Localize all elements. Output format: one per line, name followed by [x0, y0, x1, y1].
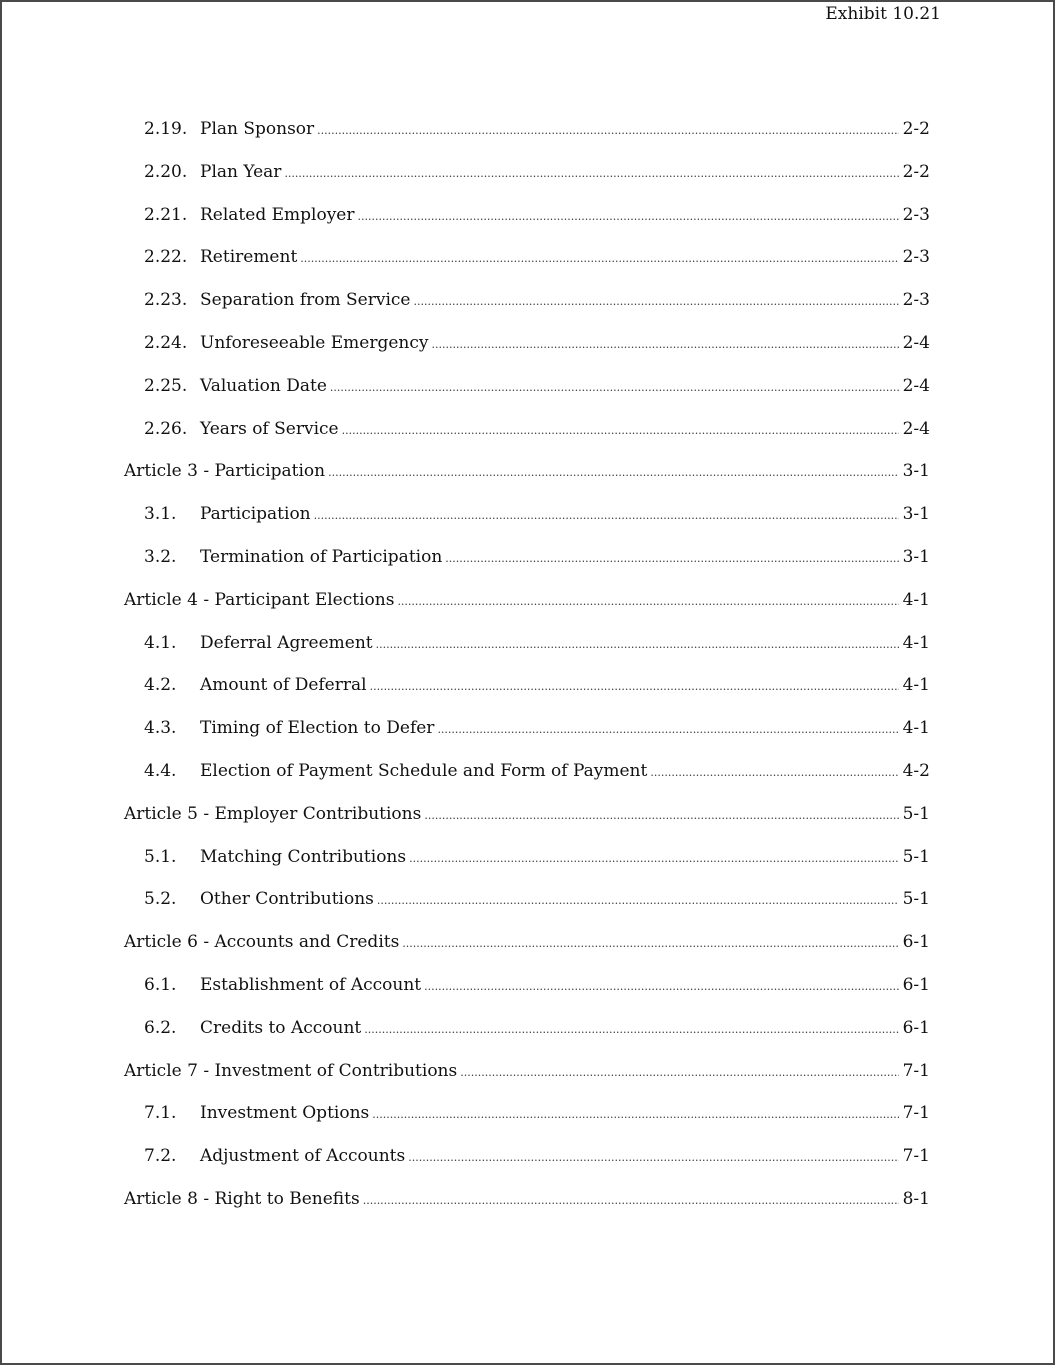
toc-entry-number: 2.24. [144, 332, 188, 353]
toc-section-entry[interactable] [124, 1007, 930, 1050]
toc-section-entry[interactable] [124, 365, 930, 408]
toc-section-entry[interactable] [124, 151, 930, 194]
toc-dot-leader [409, 838, 899, 881]
toc-dot-leader [408, 1137, 898, 1180]
toc-entry-page: 7-1 [902, 1103, 930, 1124]
toc-entry-page: 2-3 [902, 290, 930, 311]
toc-entry-page: 3-1 [902, 504, 930, 525]
toc-entry-title: Separation from Service [200, 290, 411, 311]
toc-article-entry[interactable] [124, 1178, 930, 1221]
table-of-contents [124, 108, 930, 1221]
toc-entry-number: 3.2. [144, 546, 177, 567]
toc-section-entry[interactable] [124, 664, 930, 707]
toc-dot-leader [437, 709, 898, 752]
toc-section-entry[interactable] [124, 408, 930, 451]
toc-section-entry[interactable] [124, 322, 930, 365]
toc-entry-title: Retirement [200, 247, 298, 268]
toc-section-entry[interactable] [124, 536, 930, 579]
toc-article-entry[interactable] [124, 450, 930, 493]
toc-dot-leader [330, 367, 899, 410]
toc-dot-leader [376, 624, 899, 667]
toc-section-entry[interactable] [124, 493, 930, 536]
toc-entry-page: 2-3 [902, 204, 930, 225]
toc-dot-leader [372, 1094, 898, 1137]
toc-entry-page: 6-1 [902, 1017, 930, 1038]
toc-section-entry[interactable] [124, 1092, 930, 1135]
toc-entry-title: Establishment of Account [200, 974, 422, 995]
toc-entry-title: Article 6 - Accounts and Credits [124, 932, 400, 953]
toc-dot-leader [650, 752, 898, 795]
toc-entry-page: 2-2 [902, 161, 930, 182]
toc-section-entry[interactable] [124, 622, 930, 665]
toc-entry-title: Timing of Election to Defer [200, 718, 435, 739]
toc-dot-leader [370, 666, 899, 709]
toc-entry-page: 4-1 [902, 718, 930, 739]
toc-section-entry[interactable] [124, 964, 930, 1007]
toc-entry-number: 3.1. [144, 504, 177, 525]
toc-entry-page: 2-3 [902, 247, 930, 268]
toc-entry-title: Years of Service [200, 418, 339, 439]
toc-dot-leader [284, 153, 898, 196]
toc-entry-number: 4.2. [144, 675, 177, 696]
toc-entry-page: 3-1 [902, 461, 930, 482]
toc-entry-page: 7-1 [902, 1060, 930, 1081]
toc-entry-number: 2.22. [144, 247, 188, 268]
toc-entry-number: 2.20. [144, 161, 188, 182]
toc-dot-leader [377, 880, 899, 923]
toc-entry-page: 7-1 [902, 1146, 930, 1167]
toc-entry-title: Unforeseeable Emergency [200, 332, 429, 353]
toc-dot-leader [424, 966, 899, 1009]
toc-dot-leader [432, 324, 899, 367]
toc-entry-number: 2.26. [144, 418, 188, 439]
exhibit-label: Exhibit 10.21 [825, 4, 941, 24]
toc-entry-title: Termination of Participation [200, 546, 443, 567]
toc-entry-page: 3-1 [902, 546, 930, 567]
toc-section-entry[interactable] [124, 194, 930, 237]
toc-dot-leader [300, 238, 898, 281]
toc-section-entry[interactable] [124, 836, 930, 879]
toc-section-entry[interactable] [124, 707, 930, 750]
toc-entry-number: 5.1. [144, 846, 177, 867]
toc-entry-title: Investment Options [200, 1103, 370, 1124]
toc-entry-title: Election of Payment Schedule and Form of Payment [200, 760, 648, 781]
toc-entry-page: 4-1 [902, 675, 930, 696]
toc-entry-number: 4.4. [144, 760, 177, 781]
toc-entry-number: 5.2. [144, 889, 177, 910]
toc-entry-page: 5-1 [902, 889, 930, 910]
toc-dot-leader [397, 581, 898, 624]
toc-entry-page: 6-1 [902, 974, 930, 995]
toc-entry-number: 6.1. [144, 974, 177, 995]
toc-entry-title: Related Employer [200, 204, 355, 225]
toc-entry-page: 4-2 [902, 760, 930, 781]
toc-entry-page: 4-1 [902, 632, 930, 653]
toc-article-entry[interactable] [124, 921, 930, 964]
toc-dot-leader [342, 410, 899, 453]
toc-entry-number: 7.1. [144, 1103, 177, 1124]
toc-section-entry[interactable] [124, 750, 930, 793]
toc-entry-number: 7.2. [144, 1146, 177, 1167]
toc-dot-leader [364, 1009, 898, 1052]
toc-entry-title: Valuation Date [200, 375, 327, 396]
toc-entry-title: Article 3 - Participation [124, 461, 326, 482]
toc-entry-title: Credits to Account [200, 1017, 362, 1038]
toc-entry-page: 2-4 [902, 418, 930, 439]
toc-dot-leader [402, 923, 898, 966]
toc-section-entry[interactable] [124, 236, 930, 279]
toc-entry-page: 2-4 [902, 332, 930, 353]
toc-article-entry[interactable] [124, 579, 930, 622]
toc-entry-number: 4.1. [144, 632, 177, 653]
toc-entry-title: Plan Sponsor [200, 119, 315, 139]
toc-entry-number: 2.25. [144, 375, 188, 396]
toc-entry-page: 6-1 [902, 932, 930, 953]
toc-entry-title: Article 7 - Investment of Contributions [124, 1060, 458, 1081]
toc-entry-title: Participation [200, 504, 311, 525]
toc-entry-title: Amount of Deferral [200, 675, 367, 696]
toc-entry-page: 8-1 [902, 1188, 930, 1209]
toc-entry-page: 2-2 [902, 119, 930, 139]
toc-dot-leader [314, 495, 899, 538]
toc-dot-leader [424, 795, 898, 838]
toc-dot-leader [358, 196, 899, 239]
toc-entry-title: Plan Year [200, 161, 282, 182]
toc-section-entry[interactable] [124, 1135, 930, 1178]
toc-entry-title: Article 4 - Participant Elections [124, 589, 395, 610]
toc-entry-number: 6.2. [144, 1017, 177, 1038]
toc-entry-page: 5-1 [902, 846, 930, 867]
toc-dot-leader [413, 281, 898, 324]
toc-entry-number: 2.19. [144, 119, 188, 139]
toc-dot-leader [317, 110, 898, 153]
toc-entry-page: 4-1 [902, 589, 930, 610]
toc-dot-leader [363, 1180, 899, 1223]
toc-article-entry[interactable] [124, 793, 930, 836]
toc-entry-title: Article 8 - Right to Benefits [124, 1188, 360, 1209]
toc-entry-title: Matching Contributions [200, 846, 407, 867]
toc-entry-number: 2.21. [144, 204, 188, 225]
toc-section-entry[interactable] [124, 279, 930, 322]
toc-entry-number: 2.23. [144, 290, 188, 311]
toc-entry-page: 2-4 [902, 375, 930, 396]
toc-entry-page: 5-1 [902, 803, 930, 824]
toc-section-entry[interactable] [124, 878, 930, 921]
toc-entry-title: Article 5 - Employer Contributions [124, 803, 422, 824]
toc-article-entry[interactable] [124, 1050, 930, 1093]
toc-section-entry[interactable] [124, 108, 930, 151]
toc-entry-title: Other Contributions [200, 889, 374, 910]
toc-entry-title: Deferral Agreement [200, 632, 373, 653]
toc-entry-title: Adjustment of Accounts [200, 1146, 406, 1167]
toc-dot-leader [460, 1052, 898, 1095]
toc-entry-number: 4.3. [144, 718, 177, 739]
toc-dot-leader [445, 538, 898, 581]
toc-dot-leader [328, 452, 899, 495]
